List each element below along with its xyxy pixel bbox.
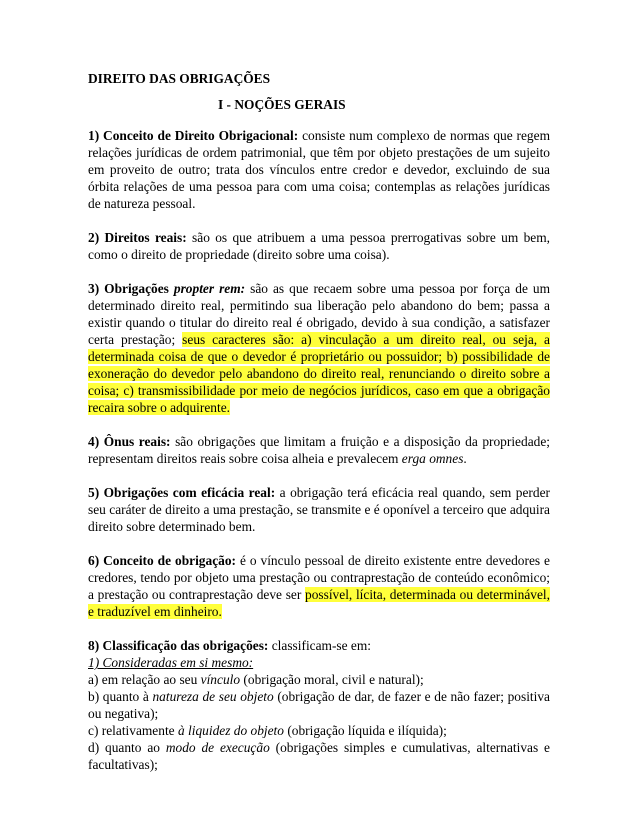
paragraph-1-label: 1) Conceito de Direito Obrigacional: — [88, 128, 299, 143]
paragraph-6-highlight: possível, lícita, determinada ou determinável, e traduzível em dinheiro. — [88, 587, 550, 619]
paragraph-3 — [88, 280, 550, 416]
classification-section — [88, 637, 550, 773]
document-page — [88, 70, 550, 773]
paragraph-6-label: 6) Conceito de obrigação: — [88, 553, 236, 568]
paragraph-5 — [88, 484, 550, 535]
paragraph-1-text: consiste num complexo de normas que regem relações jurídicas de ordem patrimonial, que têm por objeto prestações de um sujeito em proveito de outro; trata dos vínculos entre credor e devedor, excluindo de sua órbita relações de uma pessoa para com uma coisa; contemplas as relações jurídicas de natureza pessoal. — [88, 128, 550, 211]
paragraph-8-text: classificam-se em: — [268, 638, 372, 653]
list-item-italic: modo de execução — [165, 740, 270, 755]
list-item-pre: d) quanto ao — [88, 740, 166, 755]
document-title: DIREITO DAS OBRIGAÇÕES — [88, 71, 271, 86]
paragraph-5-text: a obrigação terá eficácia real quando, sem perder seu caráter de direito a uma prestação, se transmite e é oponível a terceiro que adquira direito sobre determinado bem. — [88, 485, 550, 534]
paragraph-4 — [88, 433, 550, 467]
paragraph-6 — [88, 552, 550, 620]
list-item — [88, 722, 550, 739]
paragraph-3-highlight: seus caracteres são: a) vinculação a um direito real, ou seja, a determinada coisa de que o devedor é proprietário ou possuidor; b) possibilidade de exoneração do devedor pelo abandono do direito real, renunciando o direito sobre a coisa; c) transmissibilidade por meio de negócios jurídicos, caso em que a obrigação recaira sobre o adquirente. — [88, 332, 550, 415]
paragraph-1 — [88, 127, 550, 212]
list-item-italic: à liquidez do objeto — [177, 723, 284, 738]
subheading — [88, 654, 550, 671]
paragraph-2-label: 2) Direitos reais: — [88, 230, 187, 245]
paragraph-3-text: são as que recaem sobre uma pessoa por força de um determinado direito real, permitindo sua liberação pelo abandono do bem; passa a existir quando o titular do direito real é obrigado, devido à sua condição, a satisfazer certa prestação; — [88, 281, 551, 347]
paragraph-8-label: 8) Classificação das obrigações: — [88, 638, 269, 653]
list-item — [88, 688, 550, 722]
subheading-text: 1) Consideradas em si mesmo: — [88, 655, 254, 670]
list-item-italic: vínculo — [200, 672, 241, 687]
list-item-pre: b) quanto à — [88, 689, 153, 704]
paragraph-3-label: 3) Obrigações — [88, 281, 174, 296]
paragraph-4-end: . — [463, 451, 467, 466]
list-item-post: (obrigação moral, civil e natural); — [240, 672, 424, 687]
paragraph-4-label: 4) Ônus reais: — [88, 434, 171, 449]
list-item-italic: natureza de seu objeto — [152, 689, 274, 704]
paragraph-2 — [88, 229, 550, 263]
paragraph-3-label-italic: propter rem: — [173, 281, 246, 296]
paragraph-8 — [88, 637, 550, 654]
paragraph-4-text: são obrigações que limitam a fruição e a disposição da propriedade; representam direitos reais sobre coisa alheia e prevalecem — [88, 434, 550, 466]
paragraph-6-text: é o vínculo pessoal de direito existente entre devedores e credores, tendo por objeto uma prestação ou contraprestação de conteúdo econômico; a prestação ou contraprestação deve ser — [88, 553, 551, 602]
section-title: I - NOÇÕES GERAIS — [218, 97, 346, 112]
list-item-post: (obrigação líquida e ilíquida); — [283, 723, 447, 738]
paragraph-4-italic: erga omnes — [401, 451, 464, 466]
list-item — [88, 671, 550, 688]
list-item-post: (obrigações simples e cumulativas, alternativas e facultativas); — [88, 740, 551, 772]
list-item-pre: a) em relação ao seu — [88, 672, 201, 687]
list-item — [88, 739, 550, 773]
list-item-pre: c) relativamente — [88, 723, 178, 738]
list-item-post: (obrigação de dar, de fazer e de não fazer; positiva ou negativa); — [88, 689, 550, 721]
paragraph-2-text: são os que atribuem a uma pessoa prerrogativas sobre um bem, como o direito de propriedade (direito sobre uma coisa). — [88, 230, 551, 262]
paragraph-5-label: 5) Obrigações com eficácia real: — [88, 485, 276, 500]
